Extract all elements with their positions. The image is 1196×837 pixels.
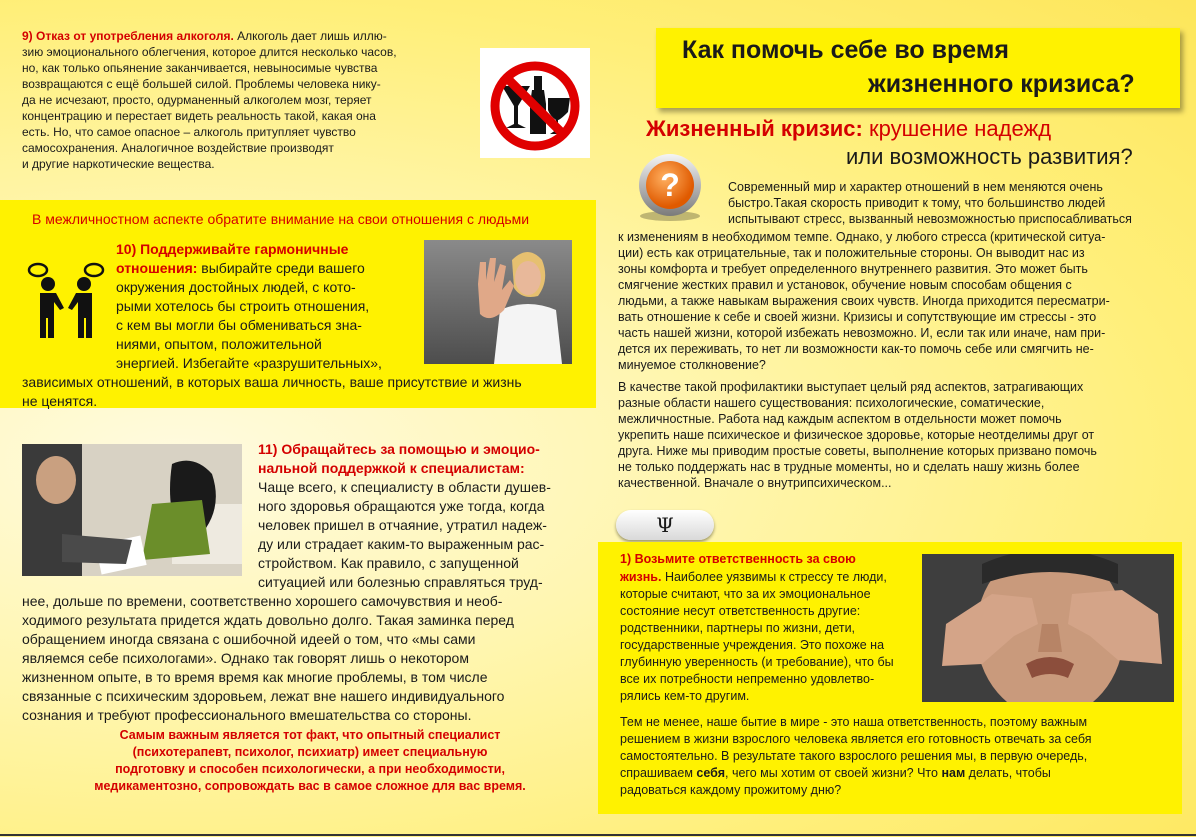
no-alcohol-icon bbox=[480, 48, 590, 158]
item-1-p2-line: решением в жизни взрослого человека является его готовность отвечать за себя bbox=[620, 732, 1092, 746]
item-1-line: государственные учреждения. Это похоже на bbox=[620, 638, 885, 652]
item-10-line: энергией. Избегайте «разрушительных», bbox=[116, 355, 382, 371]
subtitle-line-1 bbox=[646, 116, 1051, 142]
intro-line: укрепить наше психическое и физическое здоровье, которые неотделимы друг от bbox=[618, 428, 1095, 442]
item-1-line: состояние несут ответственность другие: bbox=[620, 604, 861, 618]
item-11-line: человек пришел в отчаяние, утратил надеж- bbox=[258, 517, 547, 533]
item-9-line: самосохранения. Аналогичное воздействие производят bbox=[22, 141, 334, 155]
intro-line: Современный мир и характер отношений в нем меняются очень bbox=[728, 180, 1103, 194]
subtitle-text: крушение надежд bbox=[862, 116, 1052, 141]
item-10-line: зависимых отношений, в которых ваша личность, ваше присутствие и жизнь bbox=[22, 374, 522, 390]
item-1-title-line: жизнь. bbox=[620, 570, 662, 584]
note-line: подготовку и способен психологически, а при необходимости, bbox=[115, 762, 505, 776]
intro-line: минуемое столкновение? bbox=[618, 358, 766, 372]
item-11-line: жизненном опыте, в то время время как многие проблемы, в том числе bbox=[22, 669, 488, 685]
item-10-line: ниями, опытом, положительной bbox=[116, 336, 322, 352]
intro-line: качественной. Вначале о внутрипсихическом... bbox=[618, 476, 892, 490]
intro-line: зоны комфорта и требует определенного внутреннего развития. Это может быть bbox=[618, 262, 1088, 276]
item-1-line: родственники, партнеры по жизни, дети, bbox=[620, 621, 856, 635]
item-1-p2-line: самостоятельно. В результате такого взрослого решения мы, в первую очередь, bbox=[620, 749, 1088, 763]
specialist-note bbox=[40, 727, 580, 795]
subtitle-line-2: или возможность развития? bbox=[846, 144, 1133, 169]
p2-emphasis: себя bbox=[696, 766, 725, 780]
item-1-line: рялись кем-то другим. bbox=[620, 689, 750, 703]
item-11-title bbox=[258, 440, 588, 478]
item-1-p2-line: радоваться каждому прожитому дню? bbox=[620, 783, 842, 797]
note-line: Самым важным является тот факт, что опытный специалист bbox=[119, 728, 501, 742]
intro-line: часть нашей жизни, которой избежать невозможно. И, если так или иначе, нам при- bbox=[618, 326, 1106, 340]
people-talking-icon bbox=[26, 262, 106, 340]
item-11-line: обращением иногда связана с ошибочной идеей о том, что «мы сами bbox=[22, 631, 476, 647]
question-mark-glyph: ? bbox=[660, 167, 680, 203]
p2-emphasis: нам bbox=[941, 766, 966, 780]
item-9-line: есть. Но, что самое опасное – алкоголь притупляет чувство bbox=[22, 125, 356, 139]
psi-badge: Ψ bbox=[616, 510, 714, 540]
item-10-title-line: отношения: bbox=[116, 260, 198, 276]
item-9-line: и другие наркотические вещества. bbox=[22, 157, 215, 171]
intro-line: друга. Ниже мы приводим простые советы, выполнение которых призвано помочь bbox=[618, 444, 1097, 458]
note-line: (психотерапевт, психолог, психиатр) имеет специальную bbox=[132, 745, 488, 759]
item-11-line: ходимого результата придется ждать довольно долго. Такая заминка перед bbox=[22, 612, 514, 628]
item-9-title: 9) Отказ от употребления алкоголя. bbox=[22, 29, 234, 43]
p2-text: делать, чтобы bbox=[965, 766, 1051, 780]
item-11-line: нее, дольше по времени, соответственно хорошего самочувствия и необ- bbox=[22, 593, 503, 609]
intro-line: к изменениям в необходимом темпе. Однако, у любого стресса (критической ситуа- bbox=[618, 230, 1106, 244]
intro-line: людьми, а также навыкам выражения своих чувств. Иногда приходится пересматри- bbox=[618, 294, 1110, 308]
intro-line: не только поддержать нас в трудные моменты, но и сделать нашу жизнь более bbox=[618, 460, 1080, 474]
item-11-line: сознания и требуют профессионального вмешательства со стороны. bbox=[22, 707, 472, 723]
stressed-man-photo bbox=[922, 554, 1174, 702]
item-1-p2-line bbox=[620, 766, 1051, 782]
item-11-line: являемся себе психологами». Однако так говорят лишь о некотором bbox=[22, 650, 469, 666]
item-11-line: связанные с психическим здоровьем, лежат вне нашего индивидуального bbox=[22, 688, 505, 704]
item-10-line: не ценятся. bbox=[22, 393, 98, 409]
item-10-line bbox=[116, 259, 365, 278]
item-11-line: стройством. Как правило, с запущенной bbox=[258, 555, 519, 571]
intro-line: испытывают стресс, вызванный невозможностью приспосабливаться bbox=[728, 212, 1132, 226]
item-11-line: Чаще всего, к специалисту в области душев- bbox=[258, 479, 551, 495]
item-11-line: ду или страдает каким-то выраженным рас- bbox=[258, 536, 545, 552]
intro-line: быстро.Такая скорость приводит к тому, что большинство людей bbox=[728, 196, 1106, 210]
subtitle-emphasis: Жизненный кризис: bbox=[646, 116, 863, 141]
item-10-line: окружения достойных людей, с кото- bbox=[116, 279, 356, 295]
intro-line: В качестве такой профилактики выступает целый ряд аспектов, затрагивающих bbox=[618, 380, 1084, 394]
item-1-line: все их потребности непременно удовлетво- bbox=[620, 672, 875, 686]
item-11-title-line: нальной поддержкой к специалистам: bbox=[258, 460, 525, 476]
item-1-line bbox=[620, 570, 887, 586]
p2-text: спрашиваем bbox=[620, 766, 697, 780]
item-11-title-line: 11) Обращайтесь за помощью и эмоцио- bbox=[258, 441, 540, 457]
question-mark-icon bbox=[628, 152, 710, 222]
therapy-session-photo bbox=[22, 444, 242, 576]
item-10-text: выбирайте среди вашего bbox=[197, 260, 365, 276]
item-10-title-line: 10) Поддерживайте гармоничные bbox=[116, 241, 349, 257]
item-9-line: концентрацию и перестает видеть реальность такой, какая она bbox=[22, 109, 376, 123]
item-9-line: возвращаются с ещё большей силой. Проблемы человека нику- bbox=[22, 77, 381, 91]
woman-stop-gesture-photo bbox=[424, 240, 572, 364]
item-1-line: которые считают, что за их эмоциональное bbox=[620, 587, 871, 601]
item-11-line: ного здоровья обращаются уже тогда, когда bbox=[258, 498, 545, 514]
item-9-line: зию эмоционального облегчения, которое длится несколько часов, bbox=[22, 45, 397, 59]
item-1-line: глубинную уверенность (и требование), что бы bbox=[620, 655, 894, 669]
item-9-line: но, как только опьянение заканчивается, невыносимые чувства bbox=[22, 61, 378, 75]
section-heading: В межличностном аспекте обратите внимание на свои отношения с людьми bbox=[32, 211, 530, 227]
item-9-line: да не исчезают, просто, одурманенный алкоголем мозг, теряет bbox=[22, 93, 372, 107]
intro-line: ции) есть как отрицательные, так и положительные стороны. Он выводит нас из bbox=[618, 246, 1085, 260]
bottom-divider bbox=[0, 834, 1196, 836]
note-line: медикаментозно, сопровождать вас в самое сложное для вас время. bbox=[94, 779, 526, 793]
item-10-line: рыми хотелось бы строить отношения, bbox=[116, 298, 370, 314]
intro-line: разные области нашего существования: психологические, соматические, bbox=[618, 396, 1045, 410]
header-title-line-1: Как помочь себе во время bbox=[682, 36, 1009, 64]
item-11-line: ситуацией или болезнью справляться труд- bbox=[258, 574, 543, 590]
p2-text: , чего мы хотим от своей жизни? Что bbox=[725, 766, 942, 780]
item-1-text: Наиболее уязвимы к стрессу те люди, bbox=[661, 570, 887, 584]
intro-line: вать отношение к себе и своей жизни. Кризисы и сопутствующие им стрессы - это bbox=[618, 310, 1097, 324]
item-10-title bbox=[116, 240, 406, 259]
item-9-paragraph bbox=[22, 28, 470, 172]
intro-line: межличностные. Работа над каждым аспектом в отдельности может помочь bbox=[618, 412, 1062, 426]
item-1-p2-line: Тем не менее, наше бытие в мире - это наша ответственность, поэтому важным bbox=[620, 715, 1088, 729]
item-10-line: с кем вы могли бы обмениваться зна- bbox=[116, 317, 362, 333]
intro-line: смягчение жестких правил и установок, обучение новым способам общения с bbox=[618, 278, 1072, 292]
item-1-title: 1) Возьмите ответственность за свою bbox=[620, 552, 856, 566]
item-9-line: Алкоголь дает лишь иллю- bbox=[233, 29, 387, 43]
intro-line: дется их переживать, то нет ли возможности как-то помочь себе или смягчить не- bbox=[618, 342, 1094, 356]
header-title-line-2: жизненного кризиса? bbox=[868, 70, 1135, 98]
